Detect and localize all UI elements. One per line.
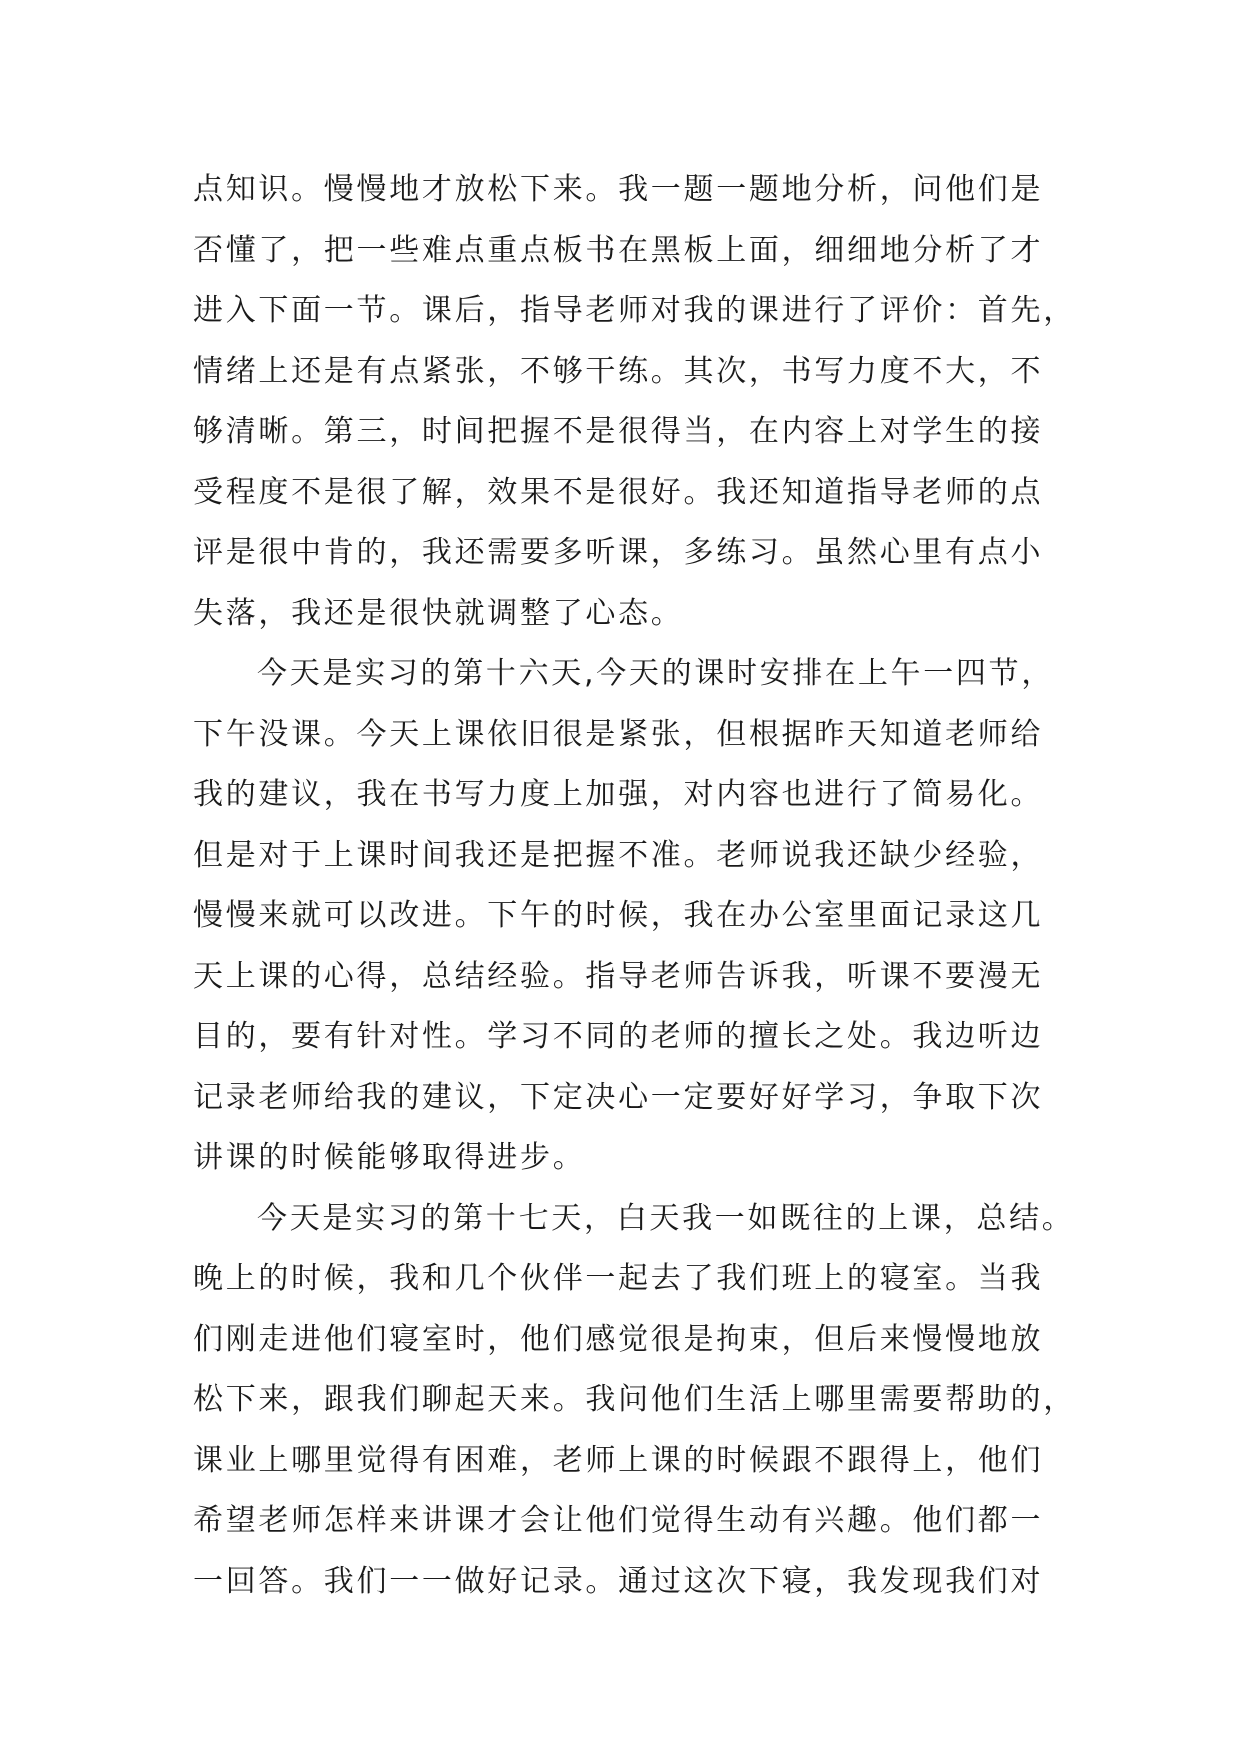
text-line: 慢慢来就可以改进。下午的时候，我在办公室里面记录这几 xyxy=(193,898,1044,933)
text-line: 天上课的心得，总结经验。指导老师告诉我，听课不要漫无 xyxy=(193,958,1044,994)
paragraph-first-line: 今天是实习的第十七天，白天我一如既往的上课，总结。 xyxy=(257,1200,1075,1236)
body-text xyxy=(193,160,1076,1612)
text-line: 课业上哪里觉得有困难，老师上课的时候跟不跟得上，他们 xyxy=(193,1442,1044,1478)
text-line: 松下来，跟我们聊起天来。我问他们生活上哪里需要帮助的， xyxy=(193,1382,1076,1417)
text-line: 受程度不是很了解，效果不是很好。我还知道指导老师的点 xyxy=(193,474,1044,510)
text-line: 记录老师给我的建议，下定决心一定要好好学习，争取下次 xyxy=(193,1079,1044,1115)
text-line: 够清晰。第三，时间把握不是很得当，在内容上对学生的接 xyxy=(193,414,1044,449)
text-line: 否懂了，把一些难点重点板书在黑板上面，细细地分析了才 xyxy=(193,232,1044,268)
text-line: 情绪上还是有点紧张，不够干练。其次，书写力度不大，不 xyxy=(193,353,1044,389)
text-line: 点知识。慢慢地才放松下来。我一题一题地分析，问他们是 xyxy=(193,172,1044,207)
text-line: 但是对于上课时间我还是把握不准。老师说我还缺少经验， xyxy=(193,837,1044,873)
text-line: 进入下面一节。课后，指导老师对我的课进行了评价：首先， xyxy=(193,293,1076,328)
paragraph-first-line: 今天是实习的第十六天,今天的课时安排在上午一四节， xyxy=(257,656,1055,691)
text-line: 下午没课。今天上课依旧很是紧张，但根据昨天知道老师给 xyxy=(193,716,1044,752)
text-line: 目的，要有针对性。学习不同的老师的擅长之处。我边听边 xyxy=(193,1019,1044,1054)
text-line: 晚上的时候，我和几个伙伴一起去了我们班上的寝室。当我 xyxy=(193,1261,1044,1296)
text-line: 一回答。我们一一做好记录。通过这次下寝，我发现我们对 xyxy=(193,1563,1044,1599)
text-line: 讲课的时候能够取得进步。 xyxy=(193,1140,586,1175)
text-line: 们刚走进他们寝室时，他们感觉很是拘束，但后来慢慢地放 xyxy=(193,1321,1044,1357)
text-line: 评是很中肯的，我还需要多听课，多练习。虽然心里有点小 xyxy=(193,535,1044,570)
text-line: 失落，我还是很快就调整了心态。 xyxy=(193,595,684,631)
text-line: 希望老师怎样来讲课才会让他们觉得生动有兴趣。他们都一 xyxy=(193,1503,1044,1538)
text-line: 我的建议，我在书写力度上加强，对内容也进行了简易化。 xyxy=(193,777,1044,812)
